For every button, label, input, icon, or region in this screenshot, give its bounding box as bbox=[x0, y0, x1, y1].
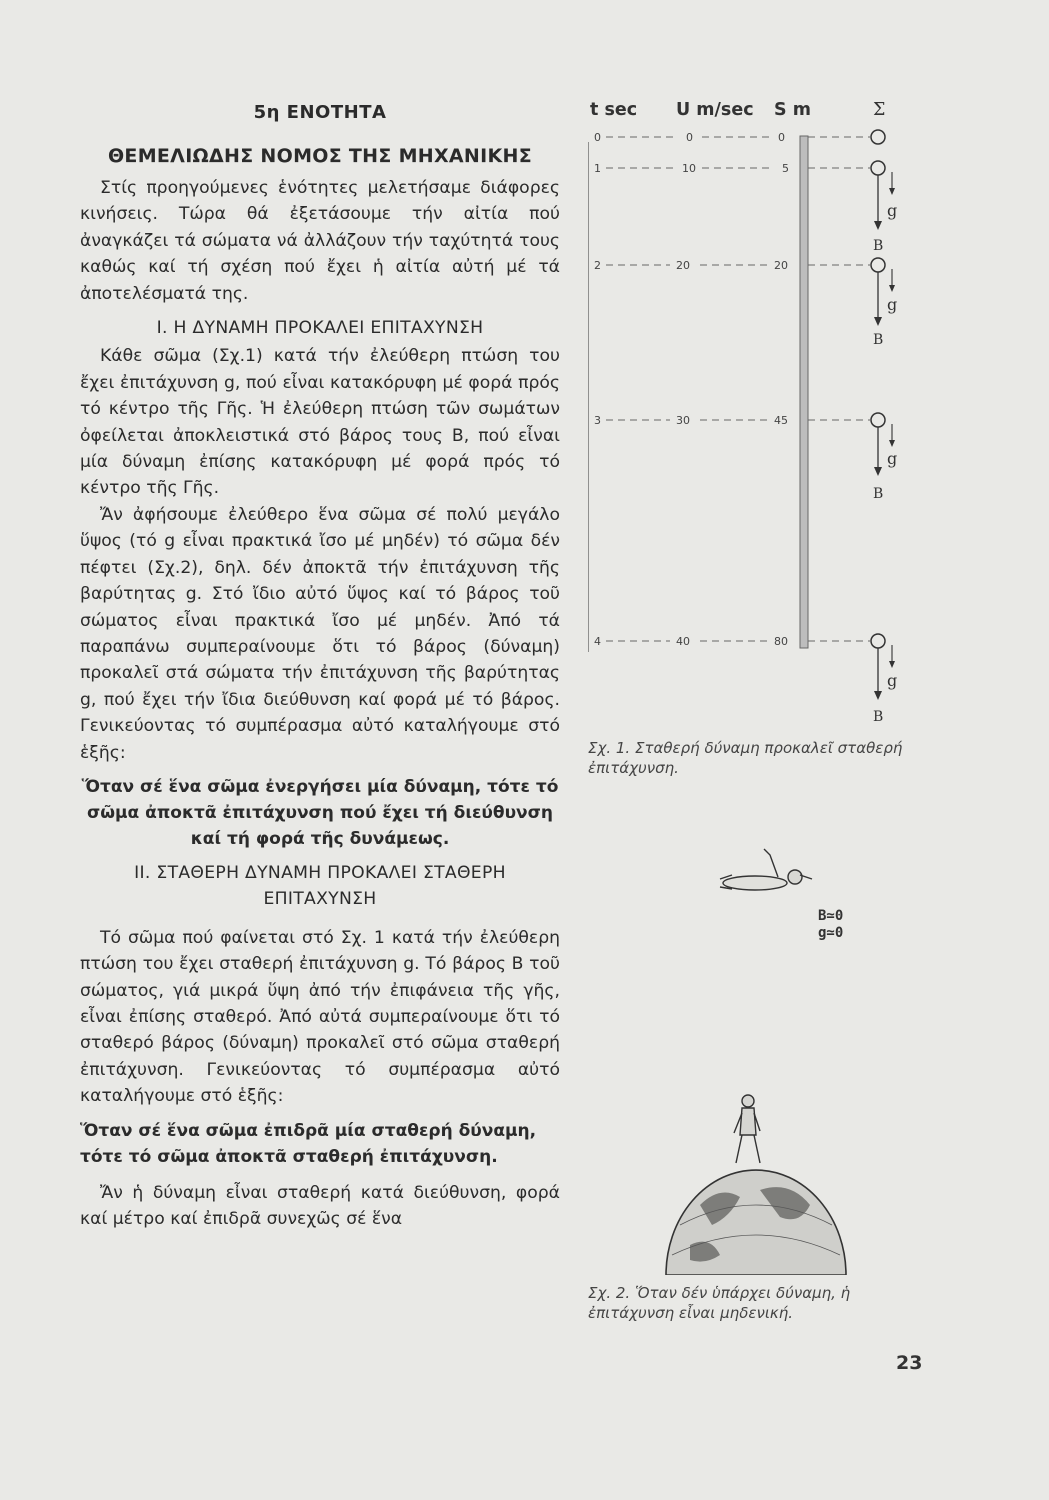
weight-arrowhead-t1 bbox=[874, 221, 882, 230]
section1-paragraph-2: Ἄν ἀφήσουμε ἐλεύθερο ἕνα σῶμα σέ πολύ μεγάλο ὕψος (τό g εἶναι πρακτικά ἴσο μέ μηδέν) τό σῶμα δέν πέφτει (Σχ.2), δηλ. δέν ἀποκτᾶ τήν ἐπιτάχυνση τῆς βαρύτητας g. Στό ἴδιο αὐτό ὕψος καί τό βάρος τοῦ σώματος εἶναι πρακτικά ἴσο μέ μηδέν. Ἀπό τά παραπάνω συμπεραίνουμε ὅτι τό βάρος (δύναμη) προκαλεῖ στά σώματα τήν ἐπιτάχυνση τῆς βαρύτητας g, πού ἔχει τήν ἴδια διεύθυνση καί φορά μέ τό βάρος. Γενικεύοντας τό συμπέρασμα αὐτό καταλήγουμε στό ἑξῆς: bbox=[80, 504, 560, 763]
law-statement-2: Ὅταν σέ ἕνα σῶμα ἐπιδρᾶ μία σταθερή δύναμη, τότε τό σῶμα ἀποκτᾶ σταθερή ἐπιτάχυνση. bbox=[80, 1120, 537, 1167]
row3-s: 45 bbox=[774, 414, 788, 427]
free-fall-diagram bbox=[588, 100, 928, 740]
row0-u: 0 bbox=[686, 131, 693, 144]
text-column bbox=[80, 102, 560, 1232]
weight-arrowhead-t2 bbox=[874, 317, 882, 326]
b-label-t4: B bbox=[873, 709, 884, 725]
col-header-distance: S m bbox=[774, 100, 811, 120]
section1-paragraph-1: Κάθε σῶμα (Σχ.1) κατά τήν ἐλεύθερη πτώση του ἔχει ἐπιτάχυνση g, πού εἶναι κατακόρυφη μέ φορά πρός τό κέντρο τῆς Γῆς. Ἡ ἐλεύθερη πτώση τῶν σωμάτων ὀφείλεται ἀποκλειστικά στό βάρος τους Β, πού εἶναι μία δύναμη ἐπίσης κατακόρυφη μέ φορά πρός τό κέντρο τῆς Γῆς. bbox=[80, 346, 560, 499]
ball-t4-group bbox=[871, 634, 897, 725]
earth-globe-icon bbox=[666, 1170, 846, 1275]
walking-person-icon bbox=[734, 1095, 760, 1163]
ball-t4 bbox=[871, 634, 885, 648]
g-label-t3: g bbox=[887, 449, 898, 468]
col-header-sigma: Σ bbox=[873, 100, 886, 120]
intro-paragraph: Στίς προηγούμενες ἑνότητες μελετήσαμε διάφορες κινήσεις. Τώρα θά ἐξετάσουμε τήν αἰτία πού ἀναγκάζει τά σώματα νά ἀλλάζουν τήν ταχύτητά τους καθώς καί τή σχέση πού ἔχει ἡ αἰτία αὐτή μέ τά ἀποτελέσματά της. bbox=[80, 178, 560, 304]
weight-zero-label: B≃0 bbox=[818, 908, 844, 924]
row4-t: 4 bbox=[594, 635, 601, 648]
weight-arrowhead-t3 bbox=[874, 467, 882, 476]
row0-s: 0 bbox=[778, 131, 785, 144]
section2-heading-line2: ΕΠΙΤΑΧΥΝΣΗ bbox=[263, 889, 377, 910]
figure-1 bbox=[588, 100, 928, 800]
row2-t: 2 bbox=[594, 259, 601, 272]
distance-bar bbox=[800, 136, 808, 648]
g-label-t4: g bbox=[887, 671, 898, 690]
figure2-caption: Σχ. 2. Ὅταν δέν ὑπάρχει δύναμη, ἡ ἐπιτάχυνση εἶναι μηδενική. bbox=[588, 1284, 851, 1322]
unit-label: 5η ΕΝΟΤΗΤΑ bbox=[253, 102, 387, 123]
g-label-t1: g bbox=[887, 201, 898, 220]
ball-t3-group bbox=[871, 413, 897, 502]
col-header-time: t sec bbox=[590, 100, 638, 120]
b-label-t2: B bbox=[873, 332, 884, 348]
row3-t: 3 bbox=[594, 414, 601, 427]
accel-arrowhead-t2 bbox=[889, 285, 895, 292]
zero-gravity-illustration bbox=[660, 845, 930, 1275]
gravity-zero-label: g≃0 bbox=[818, 925, 844, 941]
ball-t2-group bbox=[871, 258, 897, 348]
row3-u: 30 bbox=[676, 414, 690, 427]
ball-t2 bbox=[871, 258, 885, 272]
row0-t: 0 bbox=[594, 131, 601, 144]
ball-t1-group bbox=[871, 161, 897, 254]
accel-arrowhead-t3 bbox=[889, 440, 895, 447]
row4-s: 80 bbox=[774, 635, 788, 648]
row2-u: 20 bbox=[676, 259, 690, 272]
ball-t0 bbox=[871, 130, 885, 144]
figure-2 bbox=[588, 845, 930, 1322]
chapter-title: ΘΕΜΕΛΙΩΔΗΣ ΝΟΜΟΣ ΤΗΣ ΜΗΧΑΝΙΚΗΣ bbox=[107, 145, 533, 167]
section2-heading-line1: ΙΙ. ΣΤΑΘΕΡΗ ΔΥΝΑΜΗ ΠΡΟΚΑΛΕΙ ΣΤΑΘΕΡΗ bbox=[134, 862, 506, 883]
b-label-t1: B bbox=[873, 238, 884, 254]
ball-t1 bbox=[871, 161, 885, 175]
g-label-t2: g bbox=[887, 295, 898, 314]
law-statement-1: Ὅταν σέ ἕνα σῶμα ἐνεργήσει μία δύναμη, τότε τό σῶμα ἀποκτᾶ ἐπιτάχυνση πού ἔχει τή διεύθυνση καί τή φορά τῆς δυνάμεως. bbox=[81, 776, 559, 849]
row1-s: 5 bbox=[782, 162, 789, 175]
b-label-t3: B bbox=[873, 486, 884, 502]
row1-t: 1 bbox=[594, 162, 601, 175]
section2-paragraph-1: Τό σῶμα πού φαίνεται στό Σχ. 1 κατά τήν ἐλεύθερη πτώση του ἔχει σταθερή ἐπιτάχυνση g. Τό βάρος Β τοῦ σώματος, γιά μικρά ὕψη ἀπό τήν ἐπιφάνεια τῆς γῆς, εἶναι ἐπίσης σταθερό. Ἀπό αὐτά συμπεραίνουμε ὅτι τό σταθερό βάρος (δύναμη) προκαλεῖ στό σῶμα σταθερή ἐπιτάχυνση. Γενικεύοντας τό συμπέρασμα αὐτό καταλήγουμε στό ἑξῆς: bbox=[80, 927, 560, 1107]
row4-u: 40 bbox=[676, 635, 690, 648]
row2-s: 20 bbox=[774, 259, 788, 272]
page-number: 23 bbox=[896, 1352, 923, 1374]
ball-t3 bbox=[871, 413, 885, 427]
section1-heading: Ι. Η ΔΥΝΑΜΗ ΠΡΟΚΑΛΕΙ ΕΠΙΤΑΧΥΝΣΗ bbox=[156, 318, 484, 339]
accel-arrowhead-t4 bbox=[889, 661, 895, 668]
col-header-velocity: U m/sec bbox=[676, 100, 754, 120]
weight-arrowhead-t4 bbox=[874, 691, 882, 700]
floating-person-icon bbox=[720, 849, 812, 890]
accel-arrowhead-t1 bbox=[889, 188, 895, 195]
figure1-caption: Σχ. 1. Σταθερή δύναμη προκαλεῖ σταθερή ἐπιτάχυνση. bbox=[588, 739, 903, 777]
row1-u: 10 bbox=[682, 162, 696, 175]
section2-paragraph-2: Ἄν ἡ δύναμη εἶναι σταθερή κατά διεύθυνση, φορά καί μέτρο καί ἐπιδρᾶ συνεχῶς σέ ἕνα bbox=[80, 1182, 560, 1229]
